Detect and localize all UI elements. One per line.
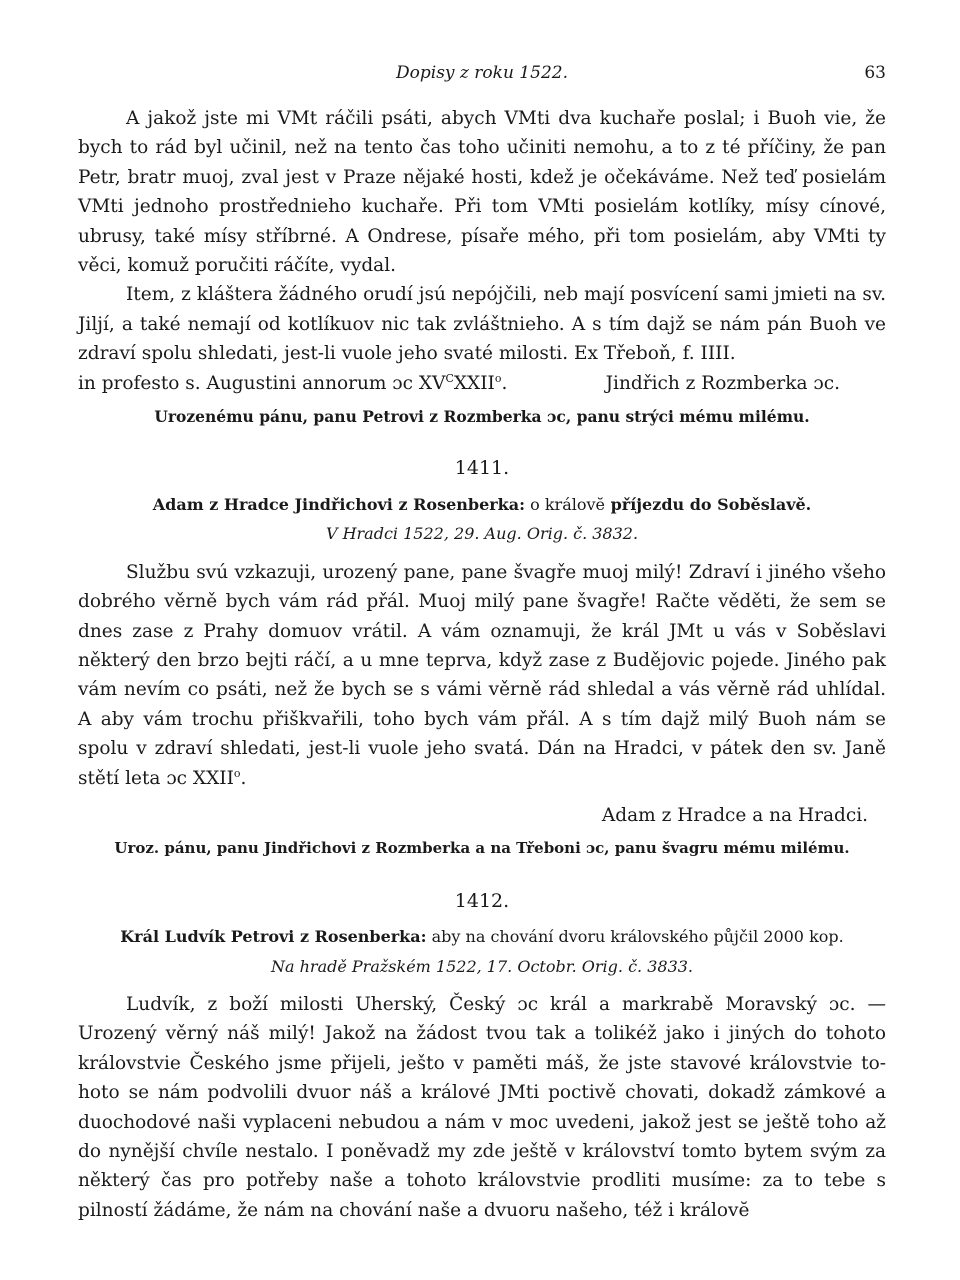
document-number: 1412. [454,889,510,912]
paragraph: Item, z kláštera žádného orudí jsú nepójčili, neb mají posvícení sami jmieti na sv. Jiljí, a také nemají od kotlíkuov nic tak zvláštnieho. A s tím dajž se nám pán Buoh ve zdraví spolu shledati, jest-li vuole jeho svaté milosti. Ex Třeboň, f. IIII. [78,284,886,365]
signature: Adam z Hradce a na Hradci. [601,804,868,826]
letter-heading [78,922,886,951]
body-text: . [240,767,247,789]
letter-1411 [78,454,886,863]
address-line: Urozenému pánu, panu Petrovi z Rozmberka ɔc, panu strýci mému milému. [154,407,810,427]
letter-1412 [78,887,886,1225]
closing-date-text: in profesto s. Augustini annorum ɔc XV [78,372,446,394]
superscript: C [445,371,454,385]
closing-line [78,369,886,398]
address-line: Uroz. pánu, panu Jindřichovi z Rozmberka a na Třeboni ɔc, panu švagru mému milému. [114,839,850,858]
paragraph [78,558,886,793]
document-page [78,58,886,1225]
closing-date [78,369,507,398]
letter-1410-continuation [78,104,886,431]
letter-heading [78,490,886,519]
signature: Jindřich z Rozmberka ɔc. [605,372,840,394]
body-text: Službu svú vzkazuji, urozený pane, pane švagře muoj milý! Zdraví i jiného všeho dobrého věrně bych vám rád přál. Muoj milý pane švagře! Račte věděti, že sem se dnes zase z Prahy domuov vrátil. A vám oznamuji, že král JMt u vás v Soběslavi některý den brzo bejti ráčí, a u mne teprva, když zase z Budějovic pojede. Jiného pak vám nevím co psáti, než že bych se s vámi věrně rád shledal a vás věrně rád uhlídal. A aby vám trochu přiškvařili, toho bych vám přál. A s tím dajž milý Buoh nám se spolu v zdraví shledati, jest-li vuole jeho svatá. Dán na Hradci, v pátek den sv. Janě stětí leta ɔc XXII [78,561,886,789]
running-header [78,58,886,88]
running-title: Dopisy z roku 1522. [396,63,568,83]
page-number: 63 [864,63,886,83]
paragraph: Ludvík, z boží milosti Uherský, Český ɔc král a markrabě Moravský ɔc. — Urozený věrný náš milý! Jakož na žádost tvou tak a tolikéž jako i jiných do tohoto královstvie Českého jsme přijeli, ješto v paměti máš, že jste stavové královstvie to-hoto se nám podvolili dvuor náš a králové JMti poctivě chovati, dokadž zámkové a duochodové naši vyplaceni nebudou a nám v moc uvedeni, jakož jest se ještě toho až do nynější chvíle nestalo. I poněvadž my zde ještě v království tomto bytem svým za některý čas pro potřeby naše a tohoto královstvie prodliti musíme: za to tebe s pilností žádáme, že nám na chování naše a dvuoru našeho, též i královĕ [78,993,886,1221]
heading-part: Adam z Hradce Jindřichovi z Rosenberka: [152,494,526,514]
source-reference: V Hradci 1522, 29. Aug. Orig. č. 3832. [325,524,639,544]
closing-date-text: XXII [453,372,495,394]
superscript: o [233,766,241,780]
heading-part: Král Ludvík Petrovi z Rosenberka: [120,927,427,947]
heading-part: o královĕ [525,494,605,514]
source-reference: Na hradě Pražském 1522, 17. Octobr. Orig. č. 3833. [270,956,694,976]
document-number: 1411. [454,457,510,480]
paragraph: A jakož jste mi VMt ráčili psáti, abych VMti dva kuchaře poslal; i Buoh vie, že bych to rád byl učinil, než na tento čas toho učiniti nemohu, a to z té příčiny, že pan Petr, bratr muoj, zval jest v Praze nějaké hosti, kdež je očekáváme. Než teď posielám VMti jednoho prostřednieho kuchaře. Při tom VMti posielám kotlíky, mísy cínové, ubrusy, také mísy stříbrné. A Ondrese, písaře mého, při tom posielám, aby VMti ty věci, komuž poručiti ráčíte, vydal. [78,108,886,277]
closing-date-text: . [501,372,508,394]
heading-part: aby na chování dvoru královského půjčil 2000 kop. [426,927,844,947]
heading-part: příjezdu do Soběslavě. [605,494,812,514]
superscript: o [494,371,502,385]
